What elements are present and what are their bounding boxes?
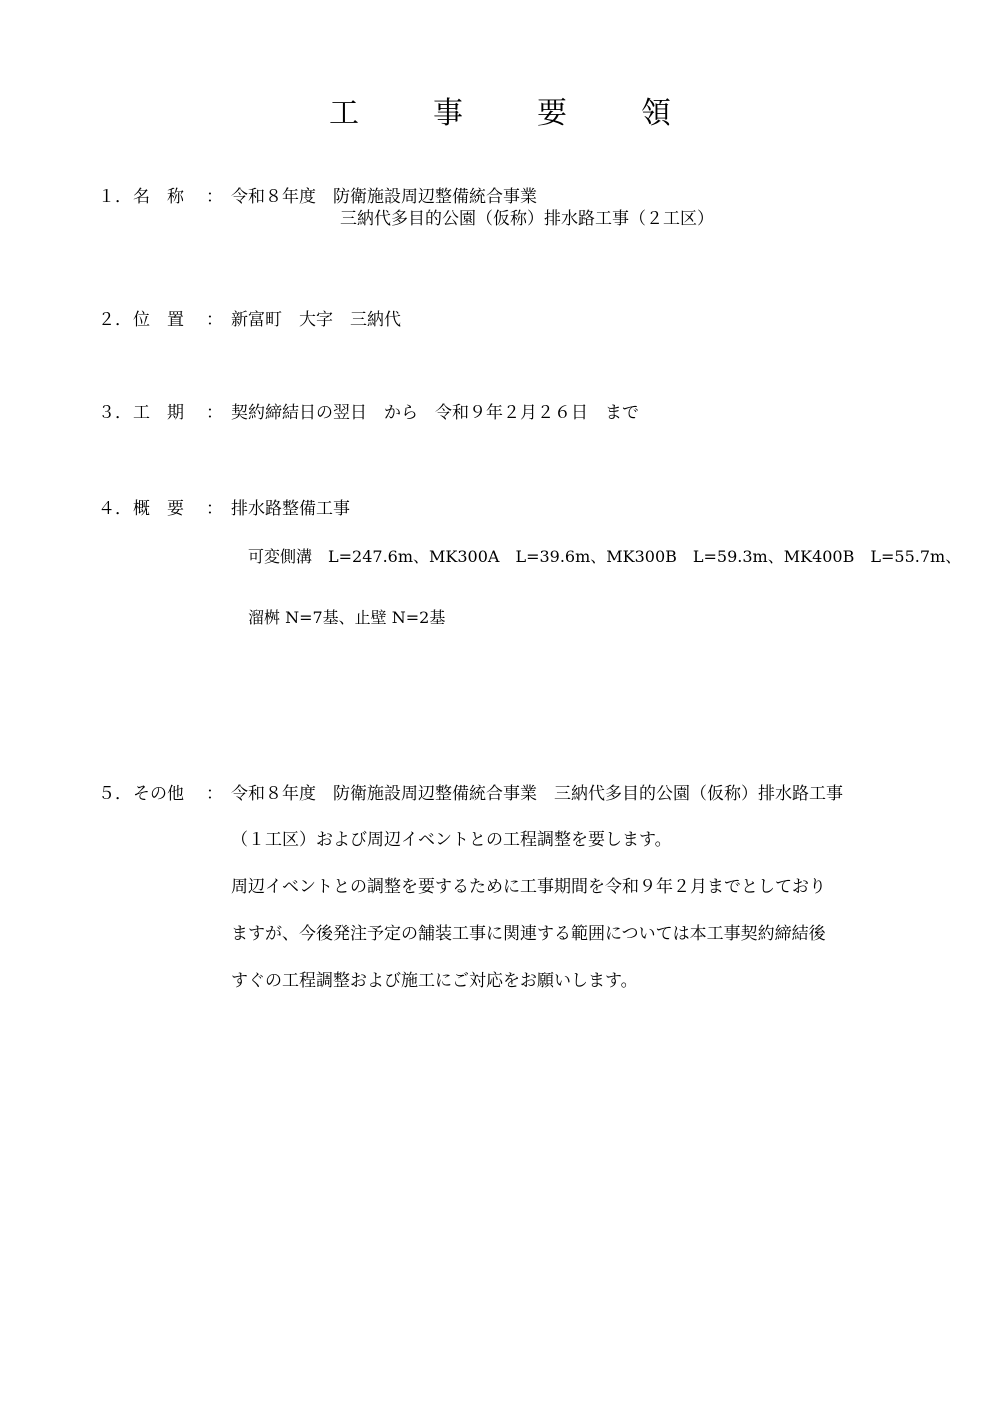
item-1-value-line-2: 三納代多目的公園（仮称）排水路工事（２工区） <box>340 209 714 229</box>
item-5-value-line-4: ますが、今後発注予定の舗装工事に関連する範囲については本工事契約締結後 <box>231 924 826 944</box>
item-4-number: ４． <box>98 499 132 519</box>
item-2-label: 位 置 <box>133 310 184 330</box>
item-5-value-line-3: 周辺イベントとの調整を要するために工事期間を令和９年２月までとしており <box>231 877 826 897</box>
item-3-label: 工 期 <box>133 403 184 423</box>
item-2-value-line-1: 新富町 大字 三納代 <box>231 310 401 330</box>
item-5-value-line-5: すぐの工程調整および施工にご対応をお願いします。 <box>231 971 638 991</box>
item-2-number: ２． <box>98 310 132 330</box>
item-4-value-line-3: 溜桝 N=7基、止壁 N=2基 <box>248 608 446 627</box>
item-5-colon: ： <box>206 784 223 804</box>
item-4-colon: ： <box>206 499 223 519</box>
item-1-label: 名 称 <box>133 187 184 207</box>
item-3-value-line-1: 契約締結日の翌日 から 令和９年２月２６日 まで <box>231 403 639 423</box>
item-5-number: ５． <box>98 784 132 804</box>
item-4-value-line-2: 可変側溝 L=247.6m、MK300A L=39.6m、MK300B L=59.3m、MK400B L=55.7m、 <box>248 547 962 566</box>
item-4-value-line-1: 排水路整備工事 <box>231 499 350 519</box>
item-2-colon: ： <box>206 310 223 330</box>
item-4-label: 概 要 <box>133 499 184 519</box>
item-5-label: その他 <box>133 784 184 804</box>
item-3-number: ３． <box>98 403 132 423</box>
item-5-value-line-2: （１工区）および周辺イベントとの工程調整を要します。 <box>231 830 672 850</box>
item-3-colon: ： <box>206 403 223 423</box>
page-title: 工 事 要 領 <box>329 96 693 131</box>
item-1-value-line-1: 令和８年度 防衛施設周辺整備統合事業 <box>231 187 537 207</box>
item-1-number: １． <box>98 187 132 207</box>
item-1-colon: ： <box>206 187 223 207</box>
item-5-value-line-1: 令和８年度 防衛施設周辺整備統合事業 三納代多目的公園（仮称）排水路工事 <box>231 784 843 804</box>
